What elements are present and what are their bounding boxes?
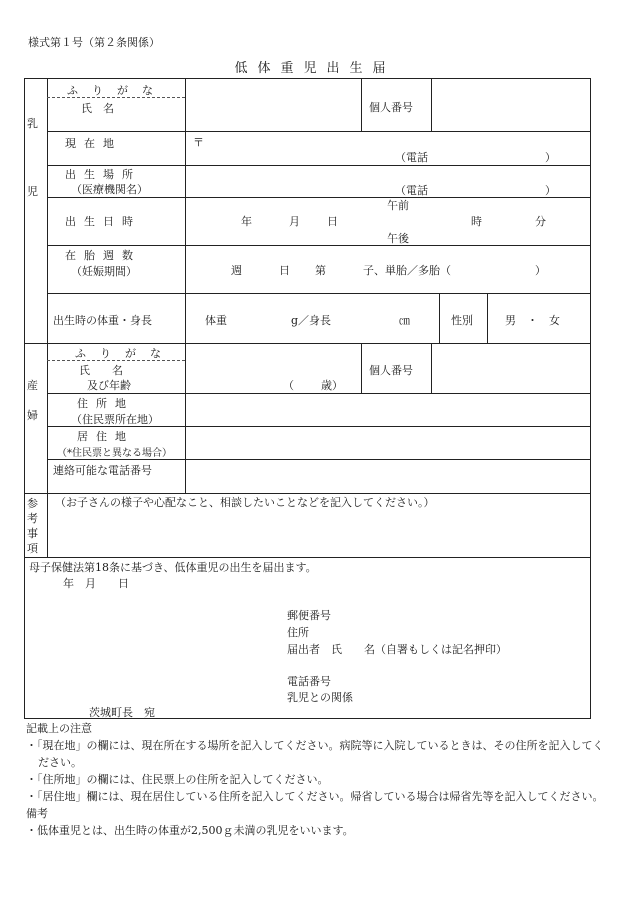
remarks-label-1: 参: [27, 497, 38, 510]
bikou-heading: 備考: [26, 807, 48, 820]
birth-place-phone: （電話: [395, 184, 428, 197]
postal-code-label: 郵便番号: [287, 609, 331, 622]
gestation-label: 在胎週数: [65, 249, 141, 262]
mother-address-sub: （住民票所在地）: [71, 413, 159, 426]
page-title: 低体重児出生届: [234, 61, 396, 76]
current-address-label: 現在地: [65, 137, 122, 150]
birth-place-label: 出生場所: [65, 168, 141, 181]
month-label: 月: [289, 215, 300, 228]
mother-age-label: 及び年齢: [87, 379, 131, 392]
pm-label: 午後: [387, 232, 409, 245]
postal-mark: 〒: [193, 136, 204, 149]
phone-label: （電話: [395, 151, 428, 164]
notifier-phone-label: 電話番号: [287, 675, 331, 688]
cm-label: ㎝: [399, 314, 410, 327]
birth-place-sub: （医療機関名）: [71, 183, 148, 196]
mother-residence-label: 居住地: [77, 430, 134, 443]
notes-section: [26, 720, 606, 839]
infant-label-2: 児: [27, 185, 38, 198]
am-label: 午前: [387, 199, 409, 212]
gram-length-label: g／身長: [291, 314, 332, 327]
infant-furigana-label: ふりがな: [67, 84, 167, 97]
mother-label-2: 婦: [27, 409, 38, 422]
bikou-item: ・低体重児とは、出生時の体重が2,500ｇ未満の乳児をいいます。: [26, 824, 354, 837]
child-type-close: ）: [535, 264, 546, 277]
remarks-text: （お子さんの様子や心配なこと、相談したいことなどを記入してください。）: [55, 496, 435, 509]
birth-place-phone-close: ）: [545, 184, 556, 197]
day-label: 日: [327, 215, 338, 228]
form-number: 様式第１号（第２条関係）: [28, 36, 160, 49]
mother-name-label: 氏 名: [79, 364, 123, 377]
notes-heading: 記載上の注意: [26, 722, 92, 735]
birth-datetime-label: 出生日時: [65, 215, 141, 228]
gestation-day-label: 日: [279, 264, 290, 277]
weight-label: 体重: [205, 314, 227, 327]
mother-address-label: 住所地: [77, 397, 134, 410]
notifier-name-label: 届出者 氏 名（自署もしくは記名押印）: [287, 643, 507, 656]
birth-order-label: 第: [315, 264, 326, 277]
gestation-sub: （妊娠期間）: [71, 265, 137, 278]
infant-personal-number-label: 個人番号: [369, 101, 413, 114]
sex-label: 性別: [451, 314, 473, 327]
form-table: [24, 78, 591, 719]
declaration-statement: 母子保健法第18条に基づき、低体重児の出生を届出ます。: [29, 561, 317, 574]
contact-phone-label: 連絡可能な電話番号: [53, 464, 152, 477]
notifier-address-label: 住所: [287, 626, 309, 639]
mother-furigana-label: ふりがな: [75, 347, 175, 360]
hour-label: 時: [471, 215, 482, 228]
declaration-date: 年 月 日: [63, 577, 129, 590]
note-item-2: ・「住所地」の欄には、住民票上の住所を記入してください。: [26, 773, 329, 786]
age-open: （: [283, 379, 294, 392]
week-label: 週: [231, 264, 242, 277]
weight-length-label: 出生時の体重・身長: [53, 314, 152, 327]
sex-options: 男 ・ 女: [505, 314, 560, 327]
mother-residence-sub: （*住民票と異なる場合）: [57, 448, 172, 459]
phone-close: ）: [545, 151, 556, 164]
remarks-label-3: 事: [27, 527, 38, 540]
relation-label: 乳児との関係: [287, 691, 353, 704]
year-label: 年: [241, 215, 252, 228]
mother-personal-number-label: 個人番号: [369, 364, 413, 377]
addressee: 茨城町長 宛: [89, 706, 155, 719]
child-type-label: 子、単胎／多胎（: [363, 264, 451, 277]
age-close: 歳）: [321, 379, 343, 392]
note-item-3: ・「居住地」欄には、現在居住している住所を記入してください。帰省している場合は帰省先等を記入してください。: [26, 790, 604, 803]
infant-name-label: 氏 名: [81, 102, 114, 115]
infant-label-1: 乳: [27, 117, 38, 130]
remarks-label-2: 考: [27, 512, 38, 525]
mother-label-1: 産: [27, 379, 38, 392]
note-item-1: ・「現在地」の欄には、現在所在する場所を記入してください。病院等に入院しているときは、その住所を記入してください。: [26, 739, 604, 769]
minute-label: 分: [535, 215, 546, 228]
remarks-label-4: 項: [27, 542, 38, 555]
